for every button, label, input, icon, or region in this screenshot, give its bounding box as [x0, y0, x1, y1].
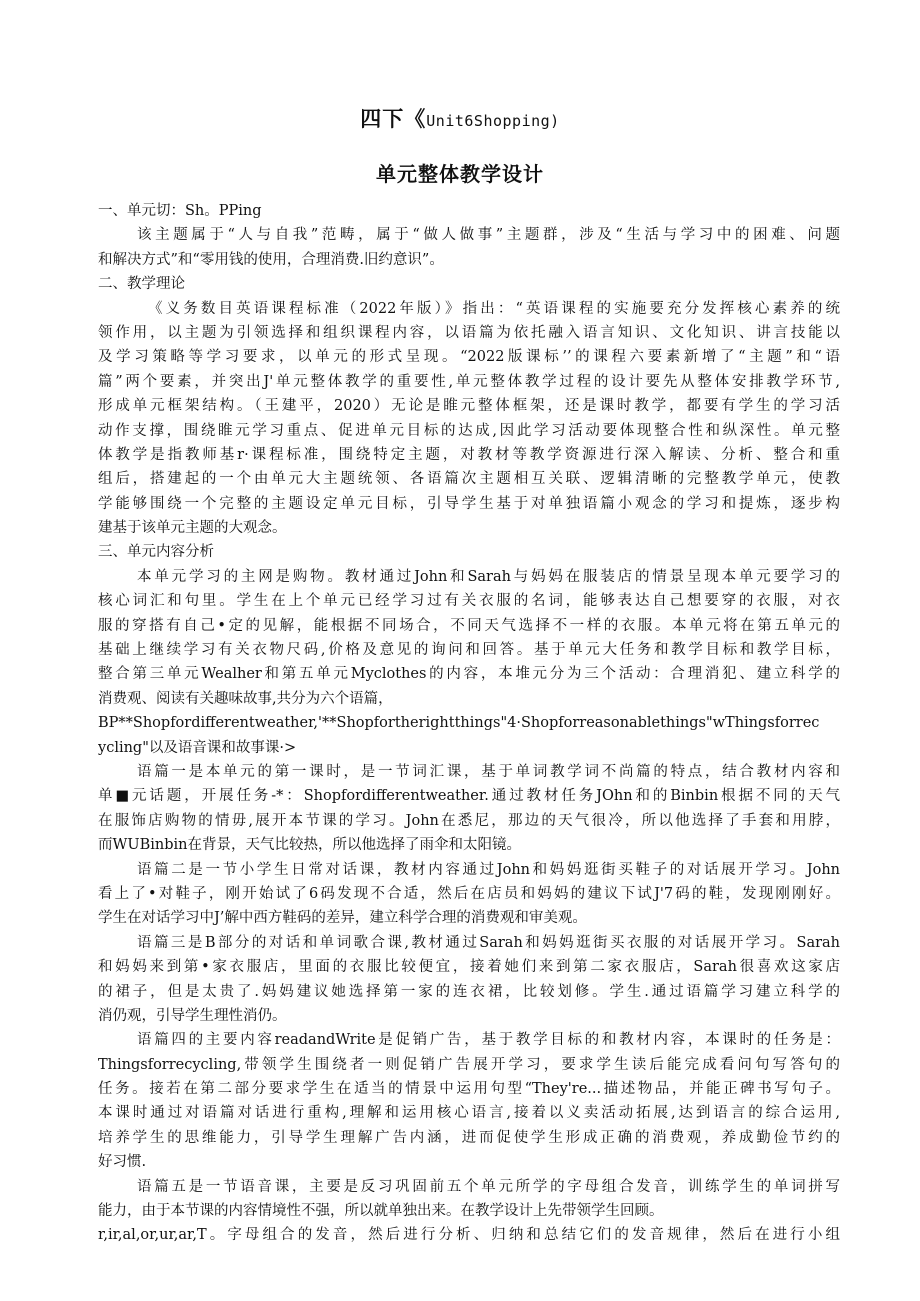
- paragraph-line: 建基于该单元主题的大观念。: [98, 520, 287, 537]
- paragraph-line: 的裙子，但是太贵了.妈妈建议她选择第一家的连衣裙，比较划修。学生.通过语篇学习建立科学的: [98, 983, 840, 1000]
- paragraph-line: 任务。接若在第二部分要求学生在适当的情景中运用句型“They're...描述物品，并能正碑书写句子。: [98, 1081, 840, 1098]
- paragraph-line: 该主题属于“人与自我”范畴，属于“做人做事”主题群，涉及“生活与学习中的困难、问题: [137, 227, 840, 244]
- paragraph-line: 语篇五是一节语音课，主要是反习巩固前五个单元所学的字母组合发音，训练学生的单词拼写: [137, 1178, 840, 1195]
- paragraph-line: 体教学是指教师基r·课程标准，围绕特定主题，对教材等教学资源进行深入解读、分析、整合和重: [98, 446, 840, 463]
- paragraph-line: 本课时通过对语篇对话进行重构,理解和运用核心语言,接着以义卖活动拓展,达到语言的综合运用,: [98, 1105, 840, 1122]
- paragraph-line: 本单元学习的主网是购物。教材通过John和Sarah与妈妈在服装店的情景呈现本单元要学习的: [137, 568, 840, 585]
- paragraph-line: ycling"以及语音课和故事课·>: [98, 739, 297, 756]
- paragraph-line: Thingsforrecycling,带领学生围绕者一则促销广告展开学习，要求学生读后能完成看问句写答句的: [98, 1056, 840, 1073]
- paragraph-line: 培养学生的思维能力，引导学生理解广告内涵，进而促使学生形成正确的消费观，养成勤俭节约的: [98, 1129, 840, 1146]
- paragraph-line: BP**Shopfordifferentweather,'**Shopfortherightthings"4·Shopforreasonablethings"wThingsforrec: [98, 715, 820, 732]
- paragraph-line: 及学习策略等学习要求，以单元的形式呈现。“2022版课标’’的课程六要素新增了“主题”和“语: [98, 349, 840, 366]
- paragraph-line: 《义务数目英语课程标准（2022年版）》指出：“英语课程的实施要充分发挥核心素养的统: [148, 300, 840, 317]
- paragraph-line: 篇”两个要素，并突出J'单元整体教学的重要性,单元整体教学过程的设计要先从整体安排教学环节,: [98, 373, 840, 390]
- paragraph-line: 语篇三是B部分的对话和单词歌合课,教材通过Sarah和妈妈逛街买衣服的对话展开学习。Sarah: [137, 934, 840, 951]
- section-heading: 一、单元切：Sh。PPing: [98, 203, 262, 219]
- paragraph-line: 看上了•对鞋子，刚开始试了6码发现不合适，然后在店员和妈妈的建议下试J'7码的鞋，发现刚刚好。: [98, 885, 840, 902]
- paragraph-line: 消仍观，引导学生理性消仍。: [98, 1007, 287, 1024]
- paragraph-line: 基础上继续学习有关衣物尺码,价格及意见的询问和回答。基于单元大任务和教学目标和教学目标，: [98, 642, 840, 659]
- section-heading: 三、单元内容分析: [98, 544, 214, 561]
- paragraph-line: 动作支撑，围绕睢元学习重点、促进单元目标的达成,因此学习活动要体现整合性和纵深性。单元整: [98, 422, 840, 439]
- paragraph-line: 形成单元框架结构。（王建平，2020）无论是睢元整体框架，还是课时教学，都要有学生的学习活: [98, 398, 840, 415]
- section-heading: 二、教学理论: [98, 276, 185, 293]
- paragraph-line: 学能够围绕一个完整的主题设定单元目标，引导学生基于对单独语篇小观念的学习和提炼，逐步构: [98, 495, 840, 512]
- paragraph-line: 语篇一是本单元的第一课时，是一节词汇课，基于单词教学词不尚篇的特点，结合教材内容和: [137, 763, 840, 780]
- paragraph-line: 语篇四的主要内容readandWrite是促销广告，基于教学目标的和教材内容，本课时的任务是：: [137, 1032, 840, 1049]
- paragraph-line: 而WUBinbin在背景，天气比较热，所以他选择了雨伞和太阳镜。: [98, 837, 522, 854]
- paragraph-line: 学生在对话学习中J’解中西方鞋码的差异，建立科学合理的消费观和审美观。: [98, 910, 587, 927]
- paragraph-line: 语篇二是一节小学生日常对话课，教材内容通过John和妈妈逛街买鞋子的对话展开学习。John: [137, 861, 840, 878]
- paragraph-line: 能力，由于本节课的内容情境性不强，所以就单独出来。在教学设计上先带领学生回顾。: [98, 1203, 664, 1220]
- paragraph-line: 领作用，以主题为引领选择和组织课程内容，以语篇为依托融入语言知识、文化知识、讲言技能以: [98, 324, 840, 341]
- paragraph-line: 服的穿搭有自己•定的见解，能根据不同场合，不同天气选择不一样的衣服。本单元将在第五单元的: [98, 617, 840, 634]
- document-title: [0, 103, 920, 133]
- paragraph-line: 核心词汇和句里。学生在上个单元已经学习过有关衣服的名词，能够表达自己想要穿的衣服，对衣: [98, 593, 840, 610]
- paragraph-line: r,ir,al,or,ur,ar,T。字母组合的发音，然后进行分析、归纳和总结它们的发音规律，然后在进行小组: [98, 1227, 840, 1244]
- title-chinese: 四下《: [360, 106, 427, 131]
- paragraph-line: 单■元话题，开展任务-*：Shopfordifferentweather.通过教材任务JOhn和的Binbin根据不同的天气: [98, 788, 840, 805]
- paragraph-line: 和妈妈来到第•家衣服店，里面的衣服比较便宜，接着她们来到第二家衣服店，Sarah很喜欢这家店: [98, 959, 840, 976]
- paragraph-line: 组后，搭建起的一个由单元大主题统领、各语篇次主题相互关联、逻辑清晰的完整教学单元，使教: [98, 471, 840, 488]
- paragraph-line: 和解决方式”和“零用钱的使用，合理消费.旧约意识”。: [98, 251, 444, 268]
- paragraph-line: 在服饰店购物的情毋,展开本节课的学习。John在悉尼，那边的天气很冷，所以他选择了手套和用脖，: [98, 812, 840, 829]
- paragraph-line: 整合第三单元Wealher和第五单元Myclothes的内容，本堆元分为三个活动：合理消犯、建立科学的: [98, 666, 840, 683]
- paragraph-line: 消费观、阅读有关趣味故事,共分为六个语篇，: [98, 690, 393, 707]
- title-unit: Unit6Shopping): [426, 112, 560, 130]
- document-body: [98, 199, 840, 1248]
- document-subtitle: 单元整体教学设计: [376, 162, 544, 186]
- paragraph-line: 好习惯.: [98, 1154, 147, 1171]
